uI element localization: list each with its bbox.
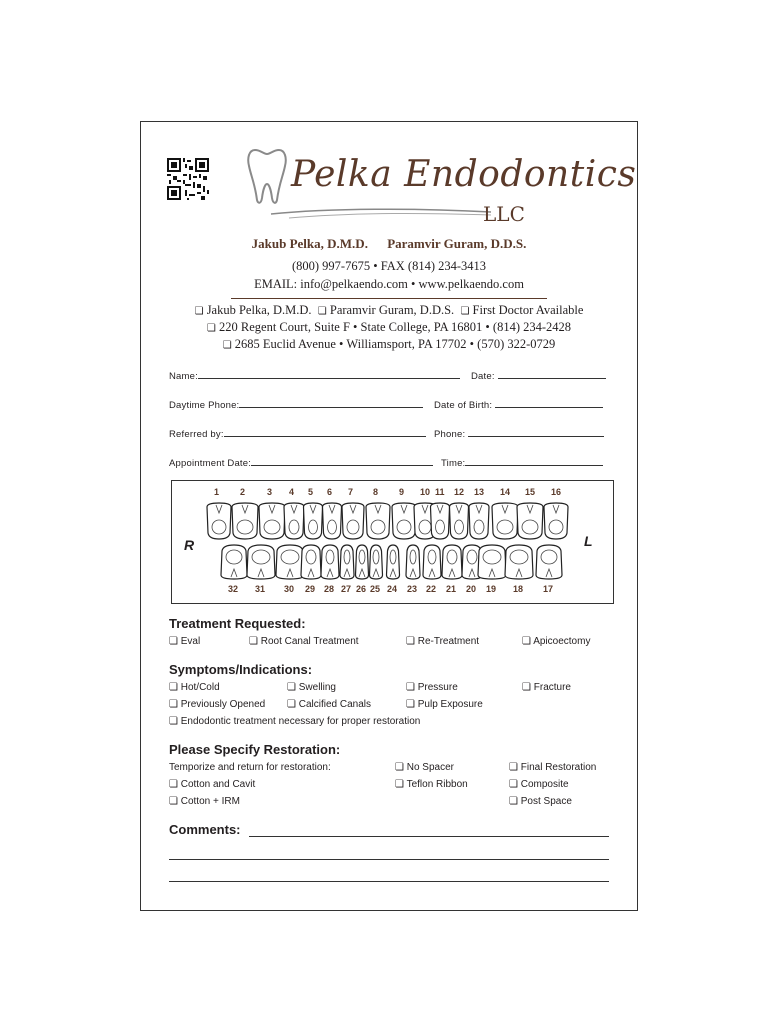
temporize-label: Temporize and return for restoration: (169, 762, 331, 773)
checkbox-icon[interactable]: ❏ (287, 699, 296, 710)
phone-label: Phone: (434, 429, 466, 440)
option-label: Hot/Cold (180, 682, 220, 693)
option-label: Composite (520, 779, 569, 790)
tooth-number-8: 8 (373, 487, 379, 497)
checkbox-icon[interactable]: ❏ (406, 636, 415, 647)
tooth-number-18: 18 (513, 584, 524, 594)
option-label: Previously Opened (180, 699, 266, 710)
tooth-number-29: 29 (305, 584, 316, 594)
tooth-number-30: 30 (284, 584, 295, 594)
tooth-number-5: 5 (308, 487, 314, 497)
daytime-phone-label: Daytime Phone: (169, 400, 240, 411)
tooth-21[interactable] (442, 545, 462, 579)
tooth-32[interactable] (221, 545, 247, 579)
appointment-date-field[interactable] (169, 456, 433, 469)
logo-swash (269, 206, 493, 222)
symptoms-title: Symptoms/Indications: (169, 662, 313, 677)
symptom-fracture[interactable] (522, 682, 571, 693)
appointment-date-blank[interactable] (251, 456, 433, 466)
option-label: Pulp Exposure (417, 699, 483, 710)
choice-pelka: Jakub Pelka, D.M.D. (206, 303, 312, 317)
tooth-number-13: 13 (474, 487, 485, 497)
referred-by-blank[interactable] (224, 427, 426, 437)
option-label: Endodontic treatment necessary for proper restoration (180, 716, 421, 727)
tooth-11[interactable] (431, 503, 450, 539)
tooth-6[interactable] (323, 503, 342, 539)
referred-by-field[interactable] (169, 427, 426, 440)
choice-guram: Paramvir Guram, D.D.S. (329, 303, 455, 317)
tooth-27[interactable] (340, 545, 354, 579)
office-williamsport: 2685 Euclid Avenue • Williamsport, PA 17702 • (570) 322-0729 (234, 337, 556, 351)
daytime-phone-field[interactable] (169, 398, 423, 411)
tooth-number-11: 11 (435, 487, 445, 497)
restoration-title: Please Specify Restoration: (169, 742, 341, 757)
restoration-teflon-ribbon[interactable] (395, 779, 468, 790)
checkbox-icon[interactable]: ❏ (406, 682, 415, 693)
tooth-number-3: 3 (267, 487, 273, 497)
checkbox-icon[interactable]: ❏ (395, 762, 404, 773)
tooth-29[interactable] (301, 545, 321, 579)
option-label: Teflon Ribbon (406, 779, 468, 790)
checkbox-icon[interactable]: ❏ (522, 636, 531, 647)
checkbox-icon[interactable]: ❏ (509, 779, 518, 790)
doctor-choice-row (141, 303, 637, 318)
header-divider (231, 298, 547, 299)
tooth-number-7: 7 (348, 487, 354, 497)
logo-llc: LLC (483, 202, 525, 226)
option-label: Final Restoration (520, 762, 597, 773)
symptom-endodontic-necessary[interactable] (169, 716, 420, 727)
option-label: Post Space (520, 796, 572, 807)
tooth-number-14: 14 (500, 487, 511, 497)
tooth-logo-icon (245, 144, 289, 208)
checkbox-icon[interactable]: ❏ (460, 306, 470, 317)
tooth-number-28: 28 (324, 584, 335, 594)
tooth-number-23: 23 (407, 584, 418, 594)
checkbox-icon[interactable]: ❏ (509, 796, 518, 807)
checkbox-icon[interactable]: ❏ (317, 306, 327, 317)
checkbox-icon[interactable]: ❏ (194, 306, 204, 317)
office-state-college: 220 Regent Court, Suite F • State College, PA 16801 • (814) 234-2428 (219, 320, 572, 334)
option-label: Root Canal Treatment (260, 636, 359, 647)
tooth-16[interactable] (544, 503, 568, 539)
checkbox-icon[interactable]: ❏ (249, 636, 258, 647)
treatment-title: Treatment Requested: (169, 616, 306, 631)
option-label: Cotton and Cavit (180, 779, 256, 790)
tooth-number-24: 24 (387, 584, 398, 594)
tooth-number-2: 2 (240, 487, 246, 497)
tooth-2[interactable] (232, 503, 258, 539)
option-label: Cotton + IRM (180, 796, 240, 807)
tooth-8[interactable] (366, 503, 390, 539)
time-field[interactable] (441, 456, 603, 469)
restoration-composite[interactable] (509, 779, 569, 790)
restoration-final[interactable] (509, 762, 596, 773)
doctor-name-1: Jakub Pelka, D.M.D. (251, 236, 368, 251)
tooth-number-15: 15 (525, 487, 536, 497)
tooth-24[interactable] (387, 545, 400, 579)
doctor-names (141, 236, 637, 252)
tooth-9[interactable] (392, 503, 416, 539)
tooth-31[interactable] (247, 545, 275, 579)
checkbox-icon[interactable]: ❏ (509, 762, 518, 773)
treatment-re-treatment[interactable] (406, 636, 479, 647)
date-blank[interactable] (498, 369, 606, 379)
tooth-number-26: 26 (356, 584, 367, 594)
tooth-14[interactable] (492, 503, 518, 539)
restoration-post-space[interactable] (509, 796, 572, 807)
email-web: EMAIL: info@pelkaendo.com • www.pelkaendo.com (254, 277, 524, 291)
phone-blank[interactable] (468, 427, 604, 437)
tooth-15[interactable] (517, 503, 543, 539)
symptom-calcified-canals[interactable] (287, 699, 371, 710)
restoration-cotton-irm[interactable] (169, 796, 240, 807)
date-label: Date: (471, 371, 495, 382)
qr-code (167, 158, 209, 200)
tooth-number-19: 19 (486, 584, 497, 594)
tooth-number-16: 16 (551, 487, 562, 497)
checkbox-icon[interactable]: ❏ (169, 636, 178, 647)
symptom-previously-opened[interactable] (169, 699, 265, 710)
checkbox-icon[interactable]: ❏ (406, 699, 415, 710)
checkbox-icon[interactable]: ❏ (169, 699, 178, 710)
tooth-19[interactable] (478, 545, 506, 579)
tooth-1[interactable] (207, 503, 231, 539)
tooth-18[interactable] (505, 545, 533, 579)
comments-line-3[interactable] (169, 881, 609, 882)
tooth-number-20: 20 (466, 584, 477, 594)
dob-field[interactable] (434, 398, 603, 411)
option-label: Swelling (298, 682, 336, 693)
option-label: No Spacer (406, 762, 454, 773)
comments-line-2[interactable] (169, 859, 609, 860)
checkbox-icon[interactable]: ❏ (169, 716, 178, 727)
symptom-pulp-exposure[interactable] (406, 699, 483, 710)
tooth-chart[interactable] (171, 480, 614, 604)
tooth-number-31: 31 (255, 584, 266, 594)
option-label: Calcified Canals (298, 699, 372, 710)
option-label: Re-Treatment (417, 636, 480, 647)
tooth-28[interactable] (321, 545, 339, 579)
treatment-eval[interactable] (169, 636, 200, 647)
tooth-number-25: 25 (370, 584, 381, 594)
appointment-date-label: Appointment Date: (169, 458, 252, 469)
tooth-12[interactable] (450, 503, 469, 539)
checkbox-icon[interactable]: ❏ (522, 682, 531, 693)
comments-line-1[interactable] (249, 836, 609, 837)
tooth-number-9: 9 (399, 487, 405, 497)
checkbox-icon[interactable]: ❏ (287, 682, 296, 693)
tooth-number-17: 17 (543, 584, 554, 594)
restoration-cotton-cavit[interactable] (169, 779, 255, 790)
symptom-swelling[interactable] (287, 682, 336, 693)
tooth-17[interactable] (536, 545, 562, 579)
time-blank[interactable] (465, 456, 603, 466)
name-field[interactable] (169, 369, 460, 382)
tooth-22[interactable] (423, 545, 441, 579)
symptom-pressure[interactable] (406, 682, 458, 693)
tooth-number-4: 4 (289, 487, 295, 497)
option-label: Fracture (533, 682, 571, 693)
treatment-root-canal[interactable] (249, 636, 359, 647)
tooth-25[interactable] (370, 545, 383, 579)
tooth-23[interactable] (406, 545, 420, 579)
choice-first-available: First Doctor Available (472, 303, 584, 317)
tooth-number-27: 27 (341, 584, 352, 594)
symptom-hot-cold[interactable] (169, 682, 220, 693)
checkbox-icon[interactable]: ❏ (222, 340, 232, 351)
dob-blank[interactable] (495, 398, 603, 408)
tooth-number-10: 10 (420, 487, 431, 497)
treatment-apicoectomy[interactable] (522, 636, 590, 647)
tooth-number-32: 32 (228, 584, 239, 594)
option-label: Apicoectomy (533, 636, 591, 647)
tooth-number-6: 6 (327, 487, 333, 497)
tooth-5[interactable] (304, 503, 323, 539)
dob-label: Date of Birth: (434, 400, 493, 411)
doctor-name-2: Paramvir Guram, D.D.S. (387, 236, 527, 251)
tooth-13[interactable] (469, 503, 489, 539)
right-side-label: R (184, 537, 195, 553)
referral-form (140, 121, 638, 911)
checkbox-icon[interactable]: ❏ (169, 682, 178, 693)
tooth-number-22: 22 (426, 584, 437, 594)
name-label: Name: (169, 371, 198, 382)
restoration-no-spacer[interactable] (395, 762, 454, 773)
daytime-phone-blank[interactable] (239, 398, 423, 408)
comments-title: Comments: (169, 822, 241, 837)
tooth-number-1: 1 (214, 487, 220, 497)
tooth-4[interactable] (284, 503, 304, 539)
checkbox-icon[interactable]: ❏ (169, 779, 178, 790)
tooth-3[interactable] (259, 503, 285, 539)
logo-wordmark: Pelka Endodontics (291, 154, 637, 195)
checkbox-icon[interactable]: ❏ (206, 323, 216, 334)
tooth-26[interactable] (356, 545, 369, 579)
tooth-number-12: 12 (454, 487, 465, 497)
tooth-7[interactable] (342, 503, 364, 539)
office-choice-2 (141, 337, 637, 352)
name-blank[interactable] (198, 369, 460, 379)
phone-fax: (800) 997-7675 • FAX (814) 234-3413 (291, 259, 487, 273)
checkbox-icon[interactable]: ❏ (169, 796, 178, 807)
checkbox-icon[interactable]: ❏ (395, 779, 404, 790)
phone-field[interactable] (434, 427, 604, 440)
tooth-30[interactable] (276, 545, 304, 579)
time-label: Time: (441, 458, 466, 469)
tooth-number-21: 21 (446, 584, 457, 594)
date-field[interactable] (471, 369, 606, 382)
left-side-label: L (584, 533, 593, 549)
option-label: Pressure (417, 682, 458, 693)
office-choice-1 (141, 320, 637, 335)
referred-by-label: Referred by: (169, 429, 224, 440)
option-label: Eval (180, 636, 201, 647)
